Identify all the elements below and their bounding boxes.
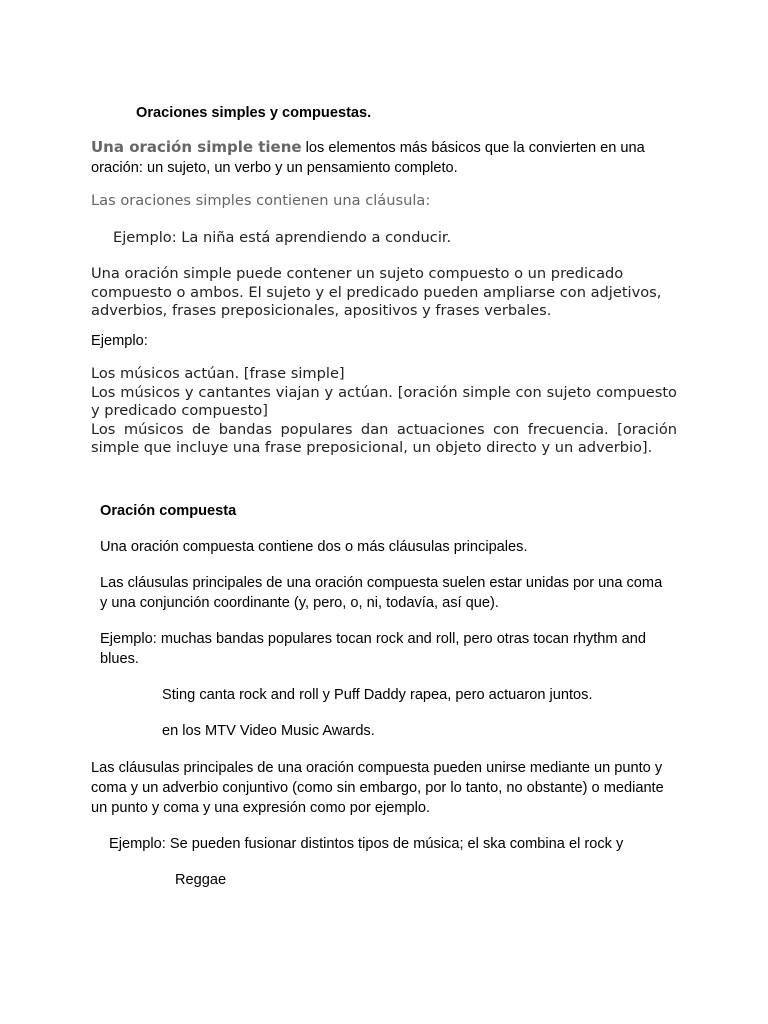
example-label: Ejemplo: (91, 333, 148, 349)
simple-example-item: Los músicos de bandas populares dan actuaciones con frecuencia. [oración simple que incluye una frase preposicional, un objeto directo y un adverbio]. (91, 420, 677, 456)
compound-example: Ejemplo: muchas bandas populares tocan rock and roll, pero otras tocan rhythm and blues. (100, 631, 646, 667)
compound-example-line-1: Sting canta rock and roll y Puff Daddy rapea, pero actuaron juntos. (162, 687, 593, 703)
semicolon-example: Ejemplo: Se pueden fusionar distintos tipos de música; el ska combina el rock y (109, 836, 624, 852)
intro-paragraph (91, 138, 681, 178)
simple-clause-text: Las oraciones simples contienen una cláusula: (91, 192, 431, 209)
simple-example-item: Los músicos y cantantes viajan y actúan. [oración simple con sujeto compuesto y predicado compuesto] (91, 383, 677, 419)
document-title: Oraciones simples y compuestas. (136, 105, 372, 121)
intro-rest: los elementos más básicos que la convierten en una oración: un sujeto, un verbo y un pensamiento completo. (91, 140, 645, 176)
compound-join-paragraph: Las cláusulas principales de una oración compuesta suelen estar unidas por una coma y una conjunción coordinante (y, pero, o, ni, todavía, así que). (100, 575, 663, 611)
semicolon-example-end: Reggae (175, 872, 227, 888)
intro-lead: Una oración simple tiene (91, 138, 302, 156)
compound-heading: Oración compuesta (100, 503, 237, 519)
example-simple-1: Ejemplo: La niña está aprendiendo a conducir. (113, 229, 452, 246)
compound-definition: Una oración compuesta contiene dos o más cláusulas principales. (100, 539, 528, 555)
semicolon-paragraph: Las cláusulas principales de una oración compuesta pueden unirse mediante un punto y coma y un adverbio conjuntivo (como sin embargo, por lo tanto, no obstante) o mediante un punto y coma y una expresión como por ejemplo. (91, 760, 664, 816)
simple-expand-paragraph: Una oración simple puede contener un sujeto compuesto o un predicado compuesto o ambos. El sujeto y el predicado pueden ampliarse con adjetivos, adverbios, frases preposicionales, apositivos y frases verbales. (91, 265, 662, 319)
simple-examples-list (91, 365, 677, 458)
simple-example-item: Los músicos actúan. [frase simple] (91, 365, 345, 382)
compound-example-line-2: en los MTV Video Music Awards. (162, 723, 375, 739)
